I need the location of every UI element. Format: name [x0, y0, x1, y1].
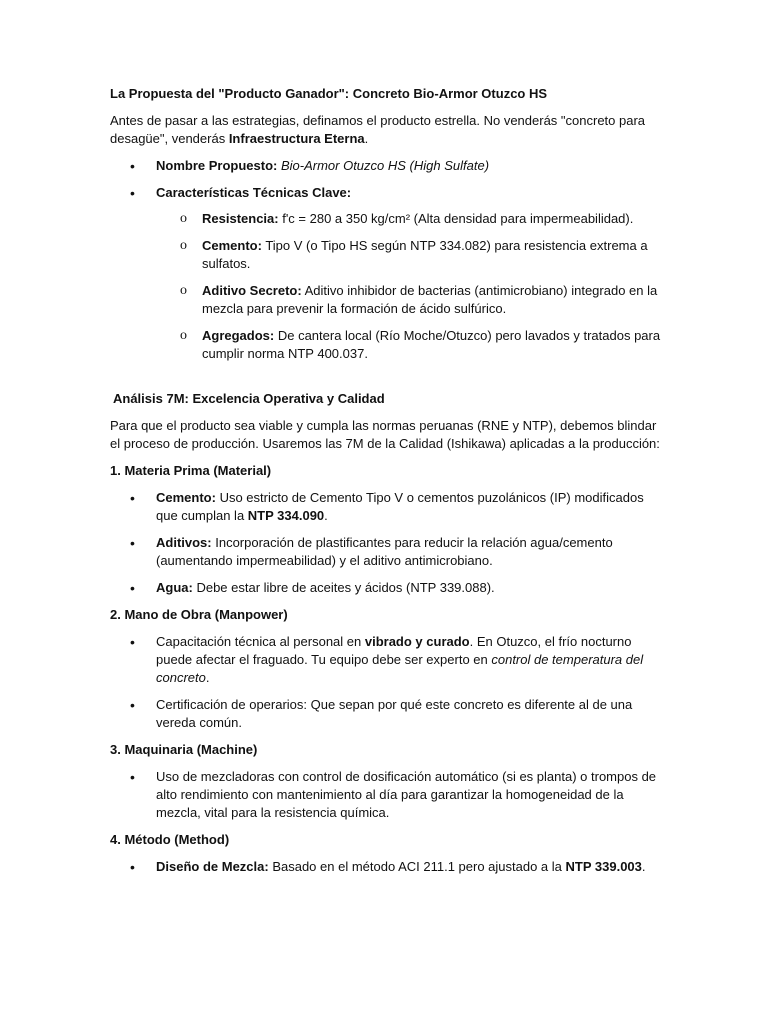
- bullet-icon: •: [130, 634, 135, 650]
- bullet-icon: •: [130, 185, 135, 201]
- bullet-icon: •: [130, 535, 135, 551]
- list-item-name: [110, 157, 662, 175]
- tech-item-text: Aditivo inhibidor de bacterias (antimicrobiano) integrado en la mezcla para prevenir la formación de ácido sulfúrico.: [202, 283, 658, 316]
- analysis-intro: Para que el producto sea viable y cumpla las normas peruanas (RNE y NTP), debemos blindar el proceso de producción. Usaremos las 7M de la Calidad (Ishikawa) aplicadas a la producción:: [110, 418, 660, 451]
- item-label: Cemento:: [156, 490, 216, 505]
- item-end: .: [324, 508, 328, 523]
- item-text: Certificación de operarios: Que sepan por qué este concreto es diferente al de una vereda común.: [156, 697, 633, 730]
- sub-bullet-icon: o: [180, 328, 187, 343]
- sub-bullet-icon: o: [180, 283, 187, 298]
- section-3-title: 3. Maquinaria (Machine): [110, 742, 258, 757]
- list-item: [110, 768, 662, 822]
- item-text: Incorporación de plastificantes para reducir la relación agua/cemento (aumentando impermeabilidad) y el aditivo antimicrobiano.: [156, 535, 613, 568]
- item-bold: NTP 334.090: [247, 508, 325, 523]
- item-label: Agua:: [156, 580, 193, 595]
- intro-paragraph: [110, 112, 662, 148]
- list-item-tech: [110, 184, 662, 363]
- sub-bullet-icon: o: [180, 211, 187, 226]
- section-1-list: [110, 489, 662, 597]
- intro-end-text: .: [364, 131, 369, 146]
- list-item: [110, 696, 662, 732]
- tech-item-label: Resistencia:: [202, 211, 279, 226]
- section-1-title: 1. Materia Prima (Material): [110, 463, 272, 478]
- intro-text: Antes de pasar a las estrategias, definamos el producto estrella. No venderás "concreto para desagüe", venderás: [110, 113, 646, 146]
- list-item: [110, 633, 662, 687]
- tech-label: Características Técnicas Clave:: [156, 185, 352, 200]
- list-item: [110, 858, 662, 876]
- bullet-icon: •: [130, 158, 135, 174]
- tech-item-text: Tipo V (o Tipo HS según NTP 334.082) para resistencia extrema a sulfatos.: [202, 238, 648, 271]
- item-text: Debe estar libre de aceites y ácidos (NTP 339.088).: [192, 580, 495, 595]
- section-2-title: 2. Mano de Obra (Manpower): [110, 607, 288, 622]
- analysis-title: Análisis 7M: Excelencia Operativa y Calidad: [113, 391, 385, 406]
- tech-item-aditivo: [156, 282, 662, 318]
- tech-item-resistencia: [156, 210, 662, 228]
- name-value: Bio-Armor Otuzco HS (High Sulfate): [280, 158, 490, 173]
- tech-item-text: f'c = 280 a 350 kg/cm² (Alta densidad para impermeabilidad).: [278, 211, 634, 226]
- bullet-icon: •: [130, 580, 135, 596]
- section-2-list: [110, 633, 662, 732]
- list-item: [110, 579, 662, 597]
- item-end: .: [641, 859, 646, 874]
- spacer: [110, 372, 662, 390]
- item-label: Diseño de Mezcla:: [156, 859, 269, 874]
- product-list: [110, 157, 662, 363]
- bullet-icon: •: [130, 490, 135, 506]
- tech-item-agregados: [156, 327, 662, 363]
- bullet-icon: •: [130, 859, 135, 875]
- list-item: [110, 489, 662, 525]
- section-3-list: [110, 768, 662, 822]
- item-text: . En Otuzco, el frío nocturno puede afectar el fraguado. Tu equipo debe ser experto en: [156, 634, 632, 667]
- document-page: [110, 85, 662, 885]
- tech-item-label: Aditivo Secreto:: [202, 283, 302, 298]
- document-title: La Propuesta del "Producto Ganador": Concreto Bio-Armor Otuzco HS: [110, 86, 548, 101]
- tech-sublist: [156, 210, 662, 363]
- list-item: [110, 534, 662, 570]
- item-bold: vibrado y curado: [364, 634, 470, 649]
- section-4-list: [110, 858, 662, 876]
- name-label: Nombre Propuesto:: [156, 158, 278, 173]
- item-end: .: [205, 670, 210, 685]
- item-text: Basado en el método ACI 211.1 pero ajustado a la: [268, 859, 566, 874]
- item-bold: NTP 339.003: [565, 859, 642, 874]
- bullet-icon: •: [130, 697, 135, 713]
- tech-item-label: Agregados:: [202, 328, 275, 343]
- item-italic: control de temperatura del concreto: [156, 652, 644, 685]
- tech-item-text: De cantera local (Río Moche/Otuzco) pero lavados y tratados para cumplir norma NTP 400.037.: [202, 328, 661, 361]
- tech-item-label: Cemento:: [202, 238, 262, 253]
- section-4-title: 4. Método (Method): [110, 832, 230, 847]
- item-text: Uso de mezcladoras con control de dosificación automático (si es planta) o trompos de alto rendimiento con mantenimiento al día para garantizar la homogeneidad de la mezcla, vital para la resistencia química.: [156, 769, 657, 820]
- item-text: Capacitación técnica al personal en: [156, 634, 365, 649]
- item-label: Aditivos:: [156, 535, 212, 550]
- bullet-icon: •: [130, 769, 135, 785]
- tech-item-cemento: [156, 237, 662, 273]
- item-text: Uso estricto de Cemento Tipo V o cementos puzolánicos (IP) modificados que cumplan la: [156, 490, 644, 523]
- intro-bold-text: Infraestructura Eterna: [228, 131, 365, 146]
- sub-bullet-icon: o: [180, 238, 187, 253]
